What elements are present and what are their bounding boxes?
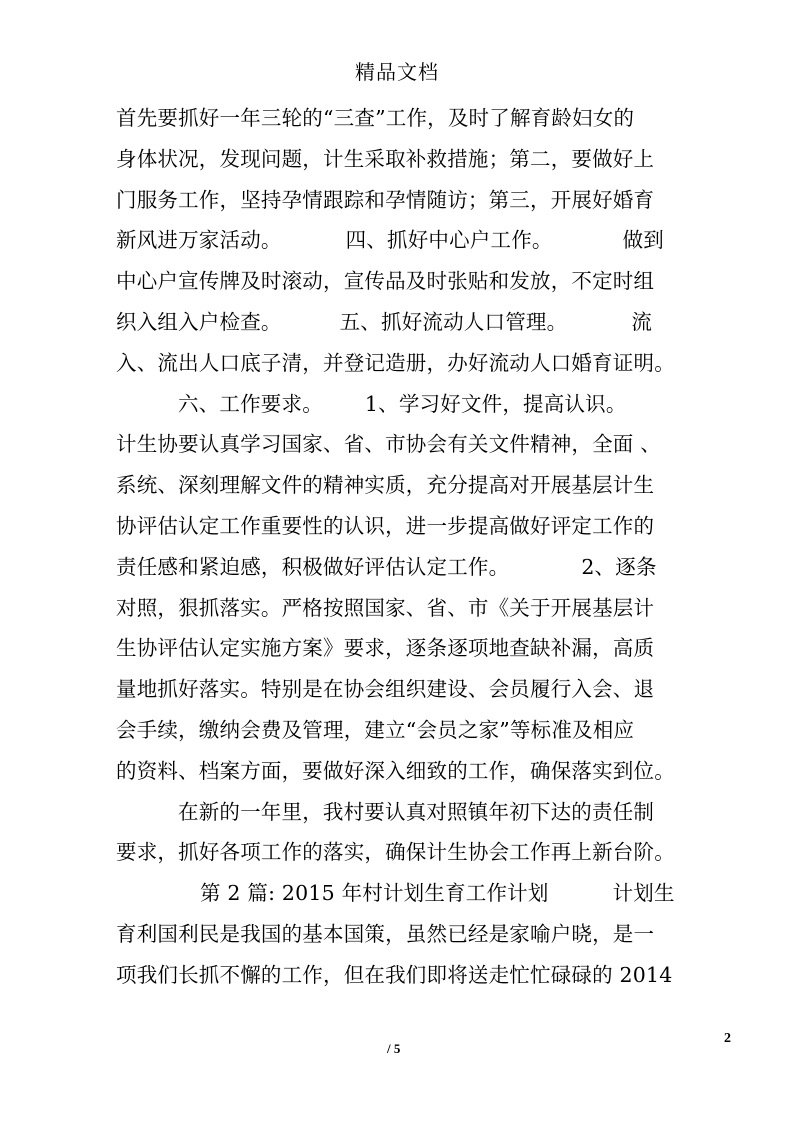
section-heading: 六、工作要求。	[178, 391, 323, 416]
text-line	[116, 547, 676, 588]
text-line: 的资料、档案方面，要做好深入细致的工作，确保落实到位。	[116, 758, 675, 783]
text-segment: 做到	[622, 228, 665, 253]
text-line: 项我们长抓不懈的工作，但在我们即将送走忙忙碌碌的 2014	[116, 962, 673, 987]
text-line: 在新的一年里，我村要认真对照镇年初下达的责任制	[178, 799, 655, 824]
article-heading: 第 2 篇: 2015 年村计划生育工作计划	[200, 881, 549, 906]
text-line: 门服务工作，坚持孕情跟踪和孕情随访；第三，开展好婚育	[116, 187, 655, 212]
text-line: 协评估认定工作重要性的认识，进一步提高做好评定工作的	[116, 513, 655, 538]
text-line: 量地抓好落实。特别是在协会组织建设、会员履行入会、退	[116, 677, 655, 702]
text-line: 计生协要认真学习国家、省、市协会有关文件精神，全面 、	[116, 432, 661, 457]
text-line: 首先要抓好一年三轮的“三查”工作，及时了解育龄妇女的	[116, 106, 635, 130]
text-segment: 新风进万家活动。	[116, 228, 282, 253]
text-line: 对照，狠抓落实。严格按照国家、省、市《关于开展基层计	[116, 595, 655, 620]
text-line	[116, 220, 676, 261]
text-line: 系统、深刻理解文件的精神实质，充分提高对开展基层计生	[116, 473, 655, 498]
text-line: 要求，抓好各项工作的落实，确保计生协会工作再上新台阶。	[116, 840, 675, 865]
page-total: / 5	[387, 1041, 401, 1056]
text-segment: 计划生	[612, 881, 675, 906]
text-segment: 流	[631, 309, 653, 334]
section-heading: 四、抓好中心户工作。	[345, 228, 553, 253]
text-line	[116, 384, 676, 425]
text-line: 中心户宣传牌及时滚动，宣传品及时张贴和发放，不定时组	[116, 269, 655, 294]
text-line: 入、流出人口底子清，并登记造册，办好流动人口婚育证明。	[116, 350, 675, 375]
section-heading: 五、抓好流动人口管理。	[339, 309, 568, 334]
document-header: 精品文档	[355, 60, 439, 84]
text-line: 会手续，缴纳会费及管理，建立“会员之家”等标准及相应	[116, 717, 635, 742]
text-segment: 2、逐条	[581, 554, 657, 579]
text-line: 生协评估认定实施方案》要求，逐条逐项地查缺补漏，高质	[116, 636, 655, 661]
text-line	[116, 302, 676, 343]
text-line	[116, 873, 676, 914]
page-number: 2	[724, 1031, 731, 1046]
text-segment: 责任感和紧迫感，积极做好评估认定工作。	[116, 554, 510, 579]
document-body	[116, 98, 676, 996]
text-segment: 1、学习好文件，提高认识。	[364, 391, 627, 416]
text-line: 育利国利民是我国的基本国策，虽然已经是家喻户晓，是一	[116, 921, 655, 946]
text-line: 身体状况，发现问题，计生采取补救措施；第二，要做好上	[116, 146, 655, 171]
text-segment: 织入组入户检查。	[116, 309, 282, 334]
